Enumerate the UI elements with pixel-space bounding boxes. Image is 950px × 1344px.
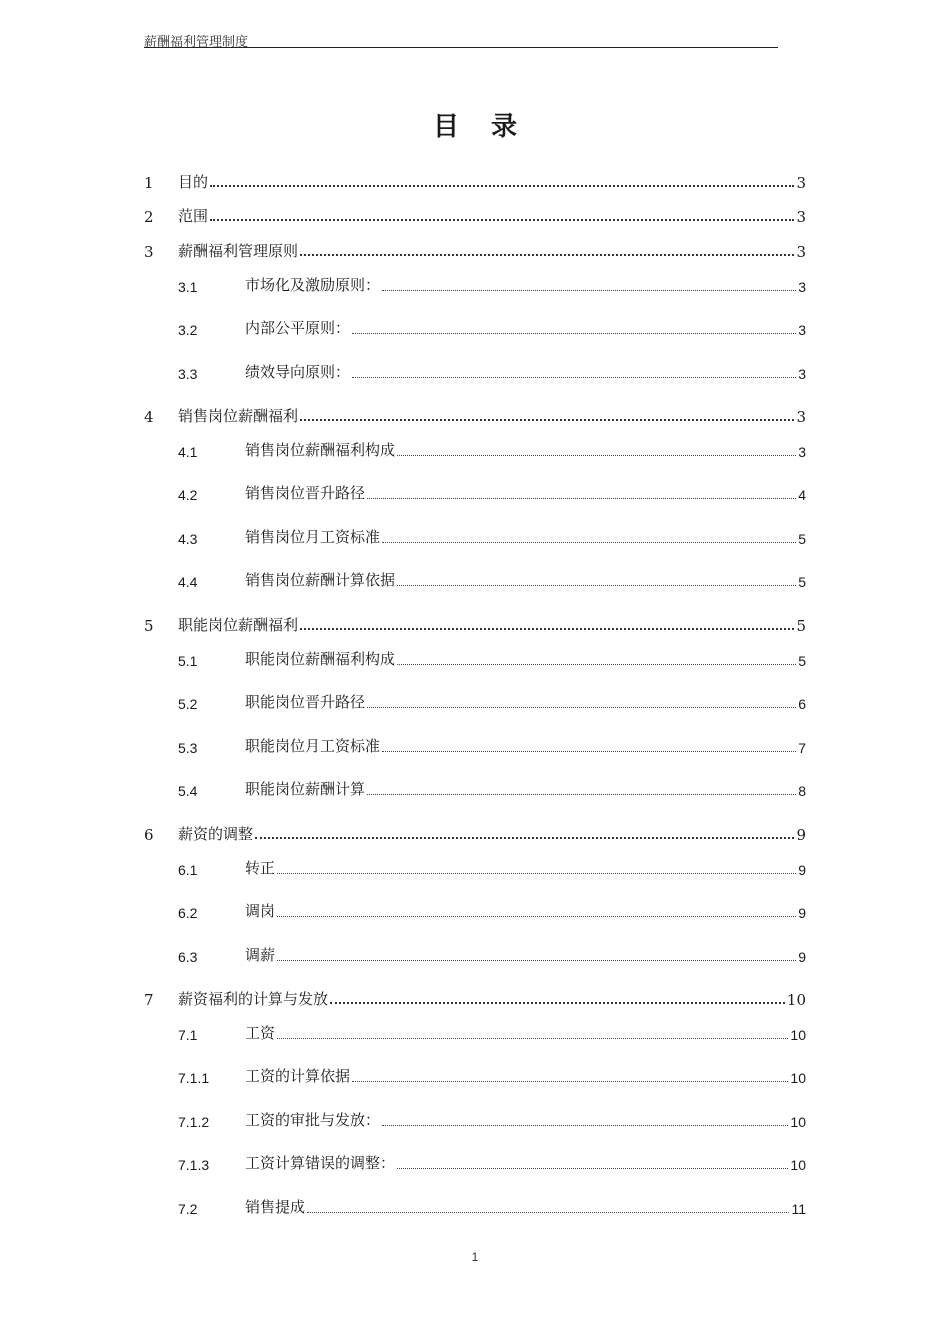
toc-entry-number: 3.2 [178, 322, 198, 338]
dot-leader [277, 873, 796, 874]
toc-entry-number: 4.2 [178, 487, 198, 503]
dot-leader [210, 219, 794, 221]
toc-entry[interactable] [144, 204, 806, 226]
dot-leader [352, 377, 796, 378]
toc-entry-number: 5 [144, 617, 154, 635]
toc-entry-title: 薪资福利的计算与发放 [178, 990, 329, 1008]
toc-entry[interactable] [144, 613, 806, 635]
toc-entry-number: 2 [144, 208, 154, 226]
toc-entry[interactable] [144, 856, 806, 878]
toc-entry-page: 7 [798, 740, 806, 756]
toc-entry-title: 工资的审批与发放： [245, 1111, 381, 1129]
toc-entry[interactable] [144, 568, 806, 590]
toc-entry-page: 3 [798, 444, 806, 460]
toc-entry-title: 薪酬福利管理原则 [178, 242, 299, 260]
toc-entry[interactable] [144, 777, 806, 799]
toc-entry-number: 3.3 [178, 366, 198, 382]
toc-entry-page: 5 [798, 531, 806, 547]
toc-entry-number: 7.2 [178, 1201, 198, 1217]
toc-entry[interactable] [144, 647, 806, 669]
toc-entry-page: 3 [796, 408, 806, 426]
toc-entry-number: 6.1 [178, 862, 198, 878]
toc-entry-title: 工资 [245, 1024, 276, 1042]
toc-entry-title: 销售岗位月工资标准 [245, 528, 381, 546]
toc-entry-number: 7.1.3 [178, 1157, 210, 1173]
header-rule [144, 47, 778, 48]
dot-leader [300, 254, 794, 256]
toc-entry-title: 调岗 [245, 902, 276, 920]
toc-entry-page: 11 [791, 1201, 806, 1217]
toc-entry[interactable] [144, 525, 806, 547]
toc-entry-title: 范围 [178, 207, 209, 225]
toc-entry[interactable] [144, 360, 806, 382]
toc-entry-title: 转正 [245, 859, 276, 877]
toc-entry[interactable] [144, 943, 806, 965]
toc-entry-page: 10 [790, 1070, 806, 1086]
toc-entry[interactable] [144, 438, 806, 460]
toc-entry-number: 6.2 [178, 905, 198, 921]
running-header: 薪酬福利管理制度 [144, 35, 249, 50]
toc-entry-title: 职能岗位月工资标准 [245, 737, 381, 755]
toc-entry[interactable] [144, 1195, 806, 1217]
toc-entry-page: 3 [796, 243, 806, 261]
toc-entry-title: 销售岗位薪酬福利构成 [245, 441, 396, 459]
toc-entry-title: 调薪 [245, 946, 276, 964]
dot-leader [277, 960, 796, 961]
toc-entry-title: 工资计算错误的调整： [245, 1154, 396, 1172]
toc-title: 目录 [432, 112, 549, 142]
toc-entry-title: 销售提成 [245, 1198, 306, 1216]
dot-leader [382, 290, 796, 291]
toc-entry[interactable] [144, 987, 806, 1009]
toc-entry-number: 7.1.1 [178, 1070, 210, 1086]
toc-entry[interactable] [144, 1021, 806, 1043]
toc-entry-number: 3 [144, 243, 154, 261]
toc-entry-page: 10 [790, 1027, 806, 1043]
toc-entry-number: 6 [144, 826, 154, 844]
toc-entry-number: 4.3 [178, 531, 198, 547]
toc-entry-number: 7.1.2 [178, 1114, 210, 1130]
toc-entry-title: 职能岗位薪酬福利构成 [245, 650, 396, 668]
toc-entry[interactable] [144, 273, 806, 295]
toc-entry-title: 职能岗位薪酬福利 [178, 616, 299, 634]
toc-entry-page: 3 [798, 279, 806, 295]
toc-entry-title: 销售岗位薪酬计算依据 [245, 571, 396, 589]
toc-entry-title: 销售岗位晋升路径 [245, 484, 366, 502]
toc-entry[interactable] [144, 170, 806, 192]
dot-leader [300, 628, 794, 630]
toc-entry-page: 3 [796, 208, 806, 226]
toc-entry[interactable] [144, 1064, 806, 1086]
toc-entry-page: 5 [798, 653, 806, 669]
toc-entry-page: 9 [798, 905, 806, 921]
dot-leader [382, 1125, 788, 1126]
toc-entry-title: 内部公平原则： [245, 319, 351, 337]
dot-leader [277, 1038, 788, 1039]
toc-entry[interactable] [144, 404, 806, 426]
toc-entry-page: 10 [790, 1114, 806, 1130]
toc-entry-number: 5.3 [178, 740, 198, 756]
toc-entry-page: 5 [798, 574, 806, 590]
dot-leader [330, 1002, 785, 1004]
toc-entry-title: 销售岗位薪酬福利 [178, 407, 299, 425]
dot-leader [367, 498, 796, 499]
toc-entry[interactable] [144, 822, 806, 844]
toc-entry-page: 10 [786, 991, 806, 1009]
toc-entry[interactable] [144, 481, 806, 503]
dot-leader [307, 1212, 789, 1213]
toc-entry[interactable] [144, 1151, 806, 1173]
toc-entry-number: 4 [144, 408, 154, 426]
toc-entry-page: 9 [798, 949, 806, 965]
toc-entry-number: 1 [144, 174, 154, 192]
toc-entry-title: 市场化及激励原则： [245, 276, 381, 294]
dot-leader [367, 707, 796, 708]
toc-entry-number: 6.3 [178, 949, 198, 965]
toc-entry-number: 3.1 [178, 279, 198, 295]
toc-entry-page: 4 [798, 487, 806, 503]
dot-leader [382, 542, 796, 543]
toc-entry[interactable] [144, 690, 806, 712]
dot-leader [397, 1168, 788, 1169]
toc-entry-page: 3 [796, 174, 806, 192]
dot-leader [210, 185, 794, 187]
toc-entry[interactable] [144, 734, 806, 756]
toc-entry-number: 7 [144, 991, 154, 1009]
toc-entry-page: 10 [790, 1157, 806, 1173]
dot-leader [352, 1081, 788, 1082]
toc-entry-number: 7.1 [178, 1027, 198, 1043]
toc-entry-title: 薪资的调整 [178, 825, 254, 843]
toc-entry-page: 9 [796, 826, 806, 844]
toc-entry-number: 5.1 [178, 653, 198, 669]
dot-leader [367, 794, 796, 795]
toc-entry[interactable] [144, 1108, 806, 1130]
toc-entry-number: 4.1 [178, 444, 198, 460]
toc-entry-page: 8 [798, 783, 806, 799]
toc-entry[interactable] [144, 899, 806, 921]
toc-entry[interactable] [144, 316, 806, 338]
toc-entry-title: 职能岗位薪酬计算 [245, 780, 366, 798]
toc-entry-page: 5 [796, 617, 806, 635]
dot-leader [277, 916, 796, 917]
dot-leader [352, 333, 796, 334]
dot-leader [397, 585, 796, 586]
toc-entry-title: 绩效导向原则： [245, 363, 351, 381]
dot-leader [382, 751, 796, 752]
toc-entry-title: 目的 [178, 173, 209, 191]
toc-entry-number: 5.4 [178, 783, 198, 799]
toc-entry-page: 3 [798, 366, 806, 382]
dot-leader [397, 664, 796, 665]
toc-entry-page: 6 [798, 696, 806, 712]
toc-entry-title: 工资的计算依据 [245, 1067, 351, 1085]
toc-entry-page: 3 [798, 322, 806, 338]
dot-leader [255, 837, 794, 839]
page-number: 1 [471, 1250, 479, 1264]
toc-entry[interactable] [144, 239, 806, 261]
toc-entry-page: 9 [798, 862, 806, 878]
toc-entry-number: 4.4 [178, 574, 198, 590]
dot-leader [397, 455, 796, 456]
toc-entry-title: 职能岗位晋升路径 [245, 693, 366, 711]
toc-entry-number: 5.2 [178, 696, 198, 712]
dot-leader [300, 419, 794, 421]
